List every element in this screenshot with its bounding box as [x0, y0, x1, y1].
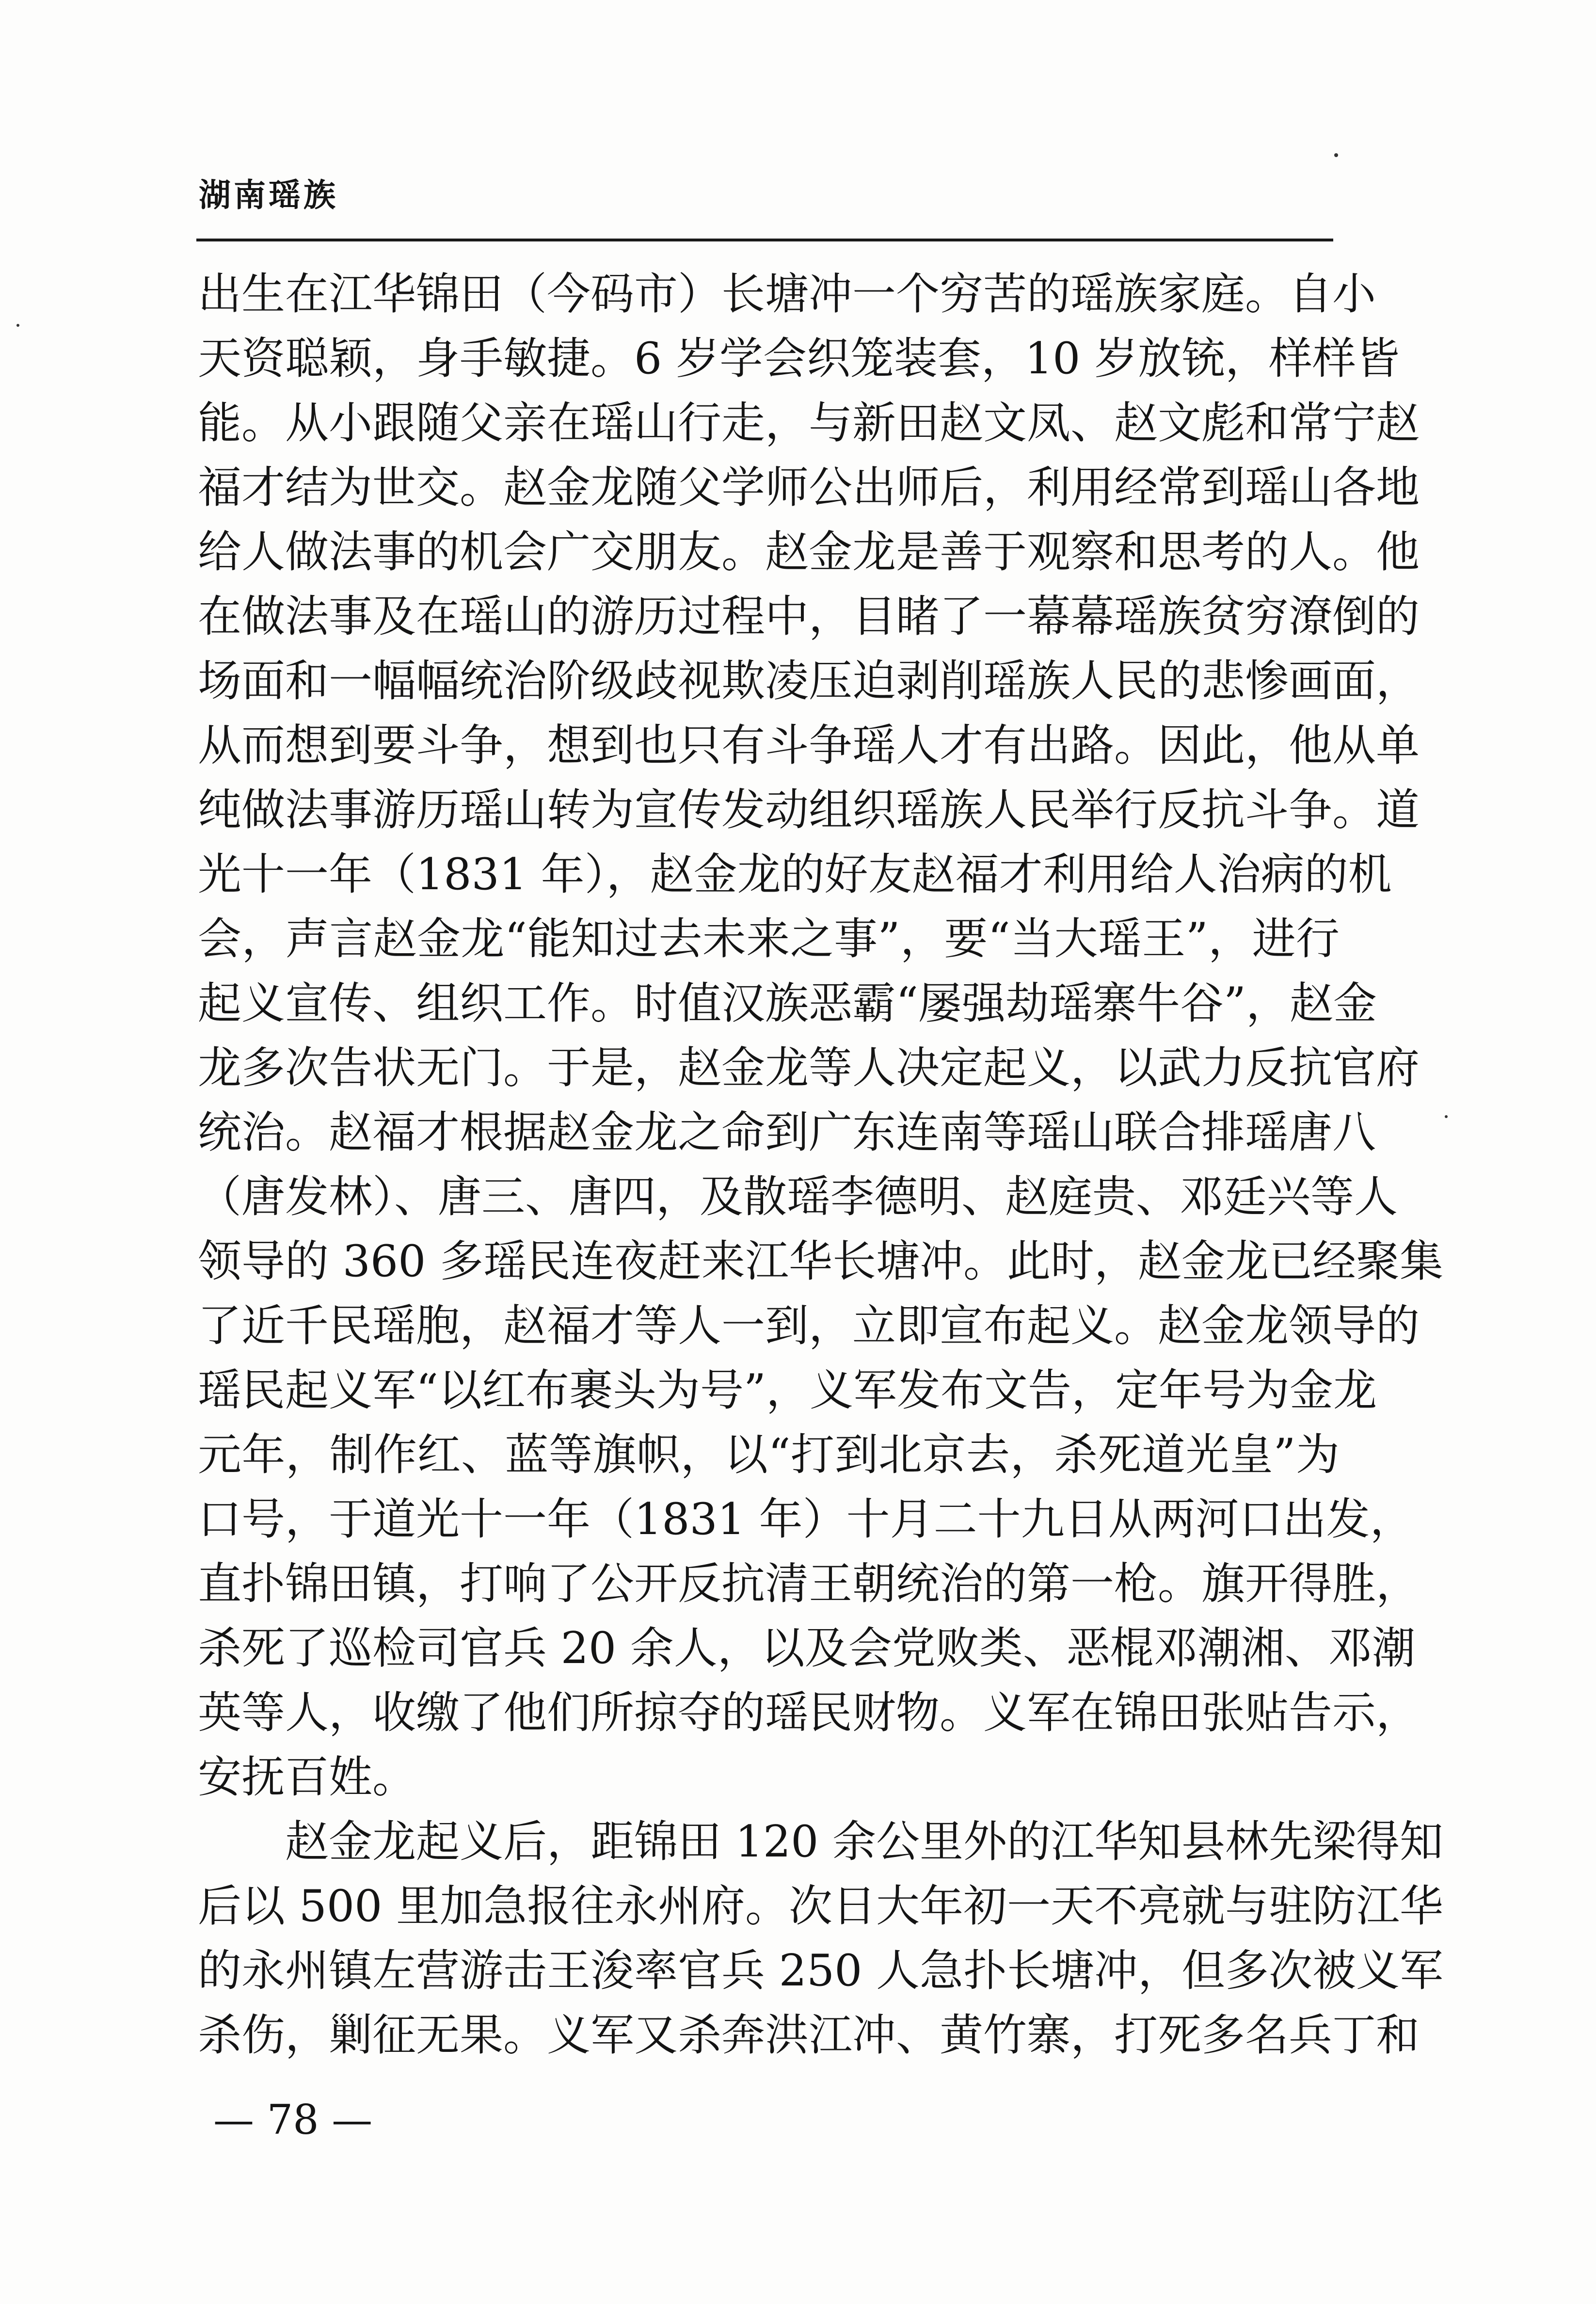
text-line: 元年，制作红、蓝等旗帜，以“打到北京去，杀死道光皇”为 [198, 1429, 1340, 1480]
text-line: 在做法事及在瑶山的游历过程中，目睹了一幕幕瑶族贫穷潦倒的 [198, 591, 1420, 642]
text-line: 的永州镇左营游击王浚率官兵 250 人急扑长塘冲，但多次被义军 [198, 1945, 1443, 1996]
text-line: 领导的 360 多瑶民连夜赶来江华长塘冲。此时，赵金龙已经聚集 [198, 1236, 1443, 1287]
text-line: 英等人，收缴了他们所掠夺的瑶民财物。义军在锦田张贴告示， [198, 1687, 1420, 1738]
text-line: 场面和一幅幅统治阶级歧视欺凌压迫剥削瑶族人民的悲惨画面， [198, 656, 1420, 706]
text-line: 后以 500 里加急报往永州府。次日大年初一天不亮就与驻防江华 [198, 1881, 1443, 1932]
text-line: 统治。赵福才根据赵金龙之命到广东连南等瑶山联合排瑶唐八 [198, 1107, 1376, 1158]
paragraph [198, 262, 1443, 1809]
text-line: 杀伤，剿征无果。义军又杀奔洪江冲、黄竹寨，打死多名兵丁和 [198, 2010, 1420, 2061]
text-line: 直扑锦田镇，打响了公开反抗清王朝统治的第一枪。旗开得胜， [198, 1558, 1420, 1609]
header-rule [196, 239, 1333, 241]
text-line: 天资聪颖，身手敏捷。6 岁学会织笼装套，10 岁放铳，样样皆 [198, 333, 1400, 384]
text-line: 光十一年（1831 年），赵金龙的好友赵福才利用给人治病的机 [198, 849, 1392, 900]
text-line: 杀死了巡检司官兵 20 余人，以及会党败类、恶棍邓潮湘、邓潮 [198, 1623, 1416, 1674]
scan-speck [1445, 1115, 1448, 1118]
text-line: 出生在江华锦田（今码市）长塘冲一个穷苦的瑶族家庭。自小 [198, 269, 1376, 320]
page-number: — 78 — [213, 2096, 373, 2144]
scan-speck [1334, 153, 1338, 157]
scan-speck [16, 324, 19, 327]
text-line: 赵金龙起义后，距锦田 120 余公里外的江华知县林先梁得知 [285, 1816, 1443, 1867]
text-line: 安抚百姓。 [198, 1752, 416, 1803]
text-line: 了近千民瑶胞，赵福才等人一到，立即宣布起义。赵金龙领导的 [198, 1300, 1420, 1351]
text-line: 瑶民起义军“以红布裹头为号”，义军发布文告，定年号为金龙 [198, 1365, 1377, 1416]
text-line: 龙多次告状无门。于是，赵金龙等人决定起义，以武力反抗官府 [198, 1042, 1420, 1093]
text-line: 口号，于道光十一年（1831 年）十月二十九日从两河口出发， [198, 1494, 1414, 1545]
text-line: 纯做法事游历瑶山转为宣传发动组织瑶族人民举行反抗斗争。道 [198, 784, 1420, 835]
body-text [198, 262, 1443, 2067]
paragraph [198, 1809, 1443, 2067]
text-line: 能。从小跟随父亲在瑶山行走，与新田赵文凤、赵文彪和常宁赵 [198, 398, 1420, 448]
text-line: 从而想到要斗争，想到也只有斗争瑶人才有出路。因此，他从单 [198, 720, 1420, 771]
running-head: 湖南瑶族 [199, 176, 338, 214]
text-line: 起义宣传、组织工作。时值汉族恶霸“屡强劫瑶寨牛谷”，赵金 [198, 978, 1377, 1029]
text-line: （唐发林）、唐三、唐四，及散瑶李德明、赵庭贵、邓廷兴等人 [198, 1171, 1398, 1222]
text-line: 给人做法事的机会广交朋友。赵金龙是善于观察和思考的人。他 [198, 527, 1420, 577]
text-line: 福才结为世交。赵金龙随父学师公出师后，利用经常到瑶山各地 [198, 462, 1420, 513]
text-line: 会，声言赵金龙“能知过去未来之事”，要“当大瑶王”，进行 [198, 913, 1340, 964]
